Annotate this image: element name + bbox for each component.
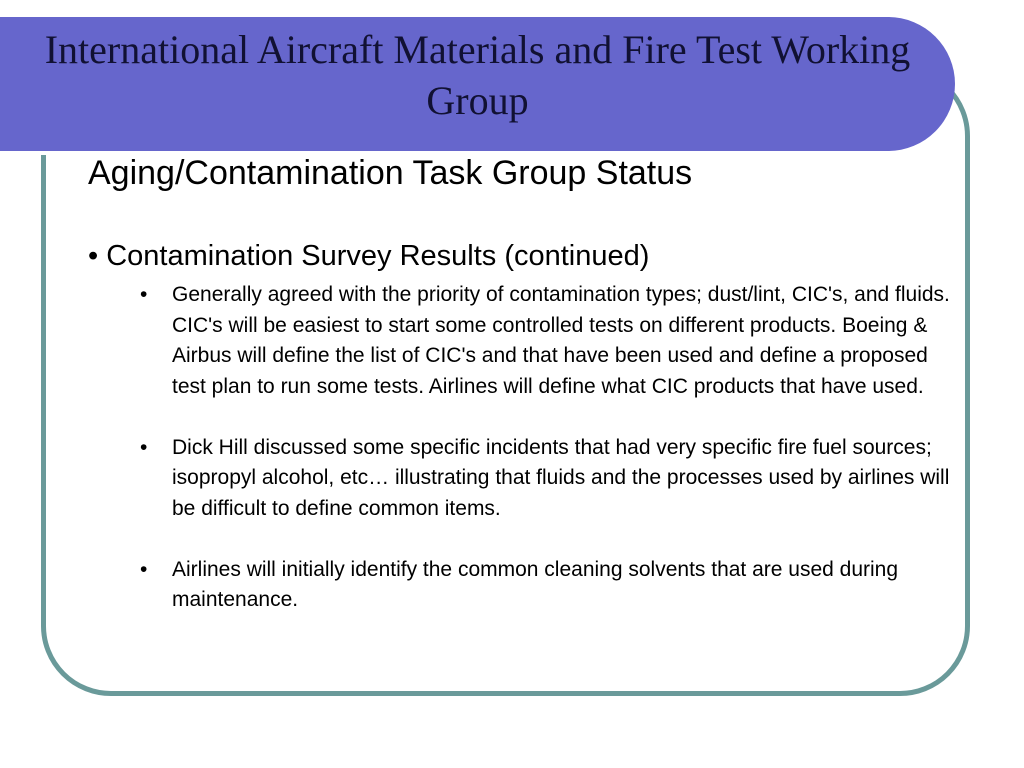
slide-subtitle: Aging/Contamination Task Group Status [88,154,693,192]
bullet-item [136,555,956,616]
bullet-marker: • [140,557,148,581]
bullet-marker: • [140,435,148,459]
section-heading: • Contamination Survey Results (continued) [88,240,650,272]
bullet-list [136,280,956,646]
slide-title: International Aircraft Materials and Fire Test Working Group [44,27,911,123]
bullet-text: Generally agreed with the priority of contamination types; dust/lint, CIC's, and fluids. CIC's will be easiest to start some controlled tests on different products. Boeing & Airbus will define the list of CIC's and that have been used and define a proposed test plan to run some tests. Airlines will define what CIC products that have used. [172,283,950,398]
bullet-marker: • [140,283,148,306]
bullet-item [136,280,956,402]
bullet-text: Dick Hill discussed some specific incidents that had very specific fire fuel sources; isopropyl alcohol, etc… illustrating that fluids and the processes used by airlines will be difficult to define common items. [172,435,950,520]
bullet-item [136,433,956,525]
bullet-text: Airlines will initially identify the common cleaning solvents that are used during maintenance. [172,557,899,611]
